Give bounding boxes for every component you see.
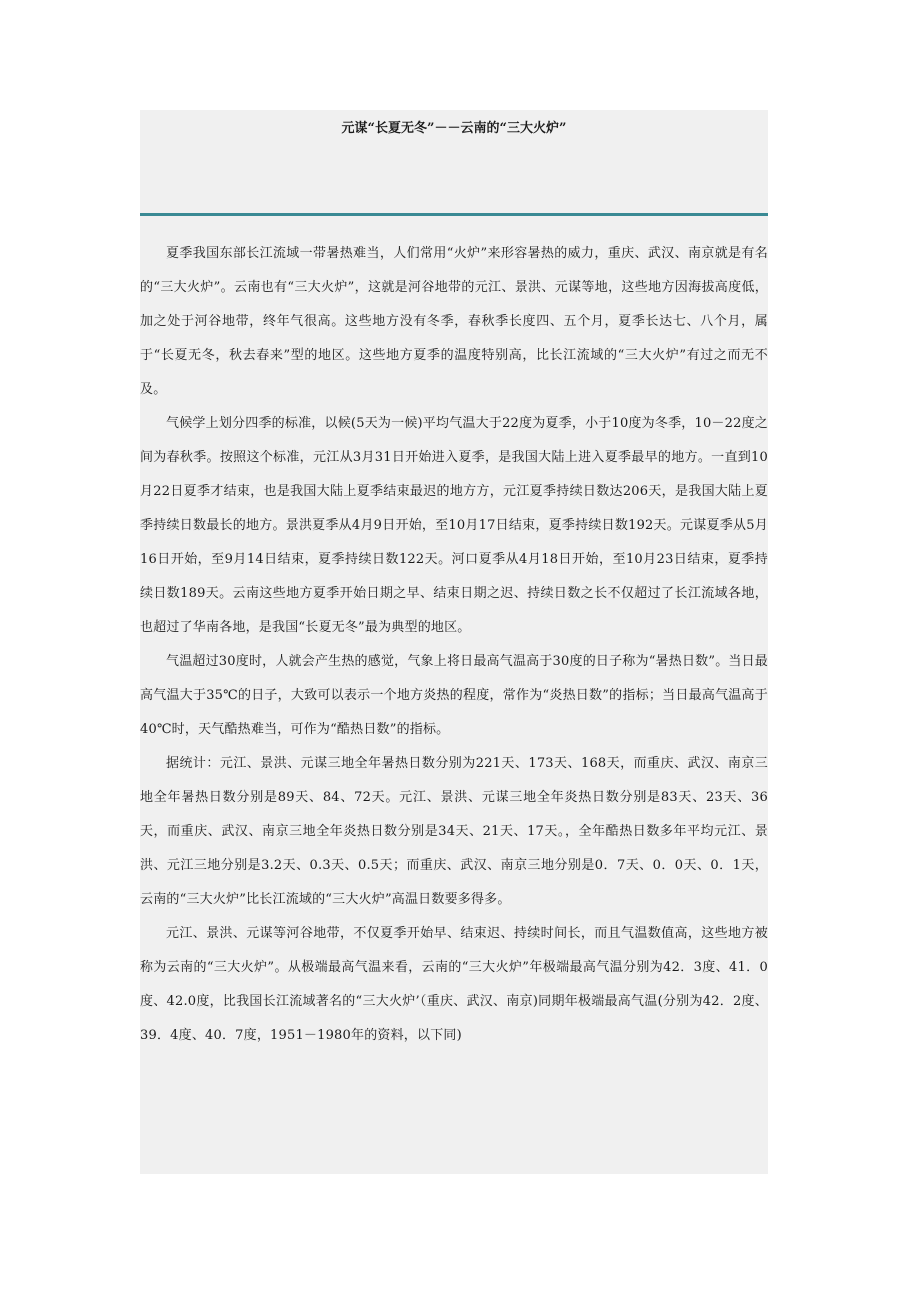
paragraph-extreme-temperatures: 元江、景洪、元谋等河谷地带，不仅夏季开始早、结束迟、持续时间长，而且气温数值高，这些地方被称为云南的“三大火炉”。从极端最高气温来看，云南的“三大火炉”年极端最高气温分别为42．3度、41．0度、42.0度，比我国长江流域著名的“三大火炉’（重庆、武汉、南京)同期年极端最高气温(分别为42．2度、39．4度、40．7度，1951－1980年的资料，以下同) [140,926,768,1043]
paragraph-summer-furnaces: 夏季我国东部长江流域一带暑热难当，人们常用“火炉”来形容暑热的威力，重庆、武汉、南京就是有名的“三大火炉”。云南也有“三大火炉”，这就是河谷地带的元江、景洪、元谋等地，这些地方因海拔高度低，加之处于河谷地带，终年气很高。这些地方没有冬季，春秋季长度四、五个月，夏季长达七、八个月，属于“长夏无冬，秋去春来”型的地区。这些地方夏季的温度特别高，比长江流域的“三大火炉”有过之而无不及。 [140,246,768,397]
paragraph-statistics: 据统计：元江、景洪、元谋三地全年暑热日数分别为221天、173天、168天，而重庆、武汉、南京三地全年暑热日数分别是89天、84、72天。元江、景洪、元谋三地全年炎热日数分别是83天、23天、36天，而重庆、武汉、南京三地全年炎热日数分别是34天、21天、17天。，全年酷热日数多年平均元江、景洪、元江三地分别是3.2天、0.3天、0.5天；而重庆、武汉、南京三地分别是0．7天、0．0天、0．1天，云南的“三大火炉”比长江流域的“三大火炉”高温日数要多得多。 [140,756,768,907]
paragraph-season-standards: 气候学上划分四季的标准，以候(5天为一候)平均气温大于22度为夏季，小于10度为冬季，10－22度之间为春秋季。按照这个标准，元江从3月31日开始进入夏季，是我国大陆上进入夏季最早的地方。一直到10月22日夏季才结束，也是我国大陆上夏季结束最迟的地方方，元江夏季持续日数达206天，是我国大陆上夏季持续日数最长的地方。景洪夏季从4月9日开始，至10月17日结束，夏季持续日数192天。元谋夏季从5月16日开始，至9月14日结束，夏季持续日数122天。河口夏季从4月18日开始，至10月23日结束，夏季持续日数189天。云南这些地方夏季开始日期之早、结束日期之迟、持续日数之长不仅超过了长江流域各地，也超过了华南各地，是我国“长夏无冬”最为典型的地区。 [140,416,768,635]
article-title: 元谋“长夏无冬”－－云南的“三大火炉” [341,121,567,136]
paragraph-heat-definitions: 气温超过30度时，人就会产生热的感觉，气象上将日最高气温高于30度的日子称为“暑热日数”。当日最高气温大于35℃的日子，大致可以表示一个地方炎热的程度，常作为“炎热日数”的指标；当日最高气温高于40℃时，天气酷热难当，可作为“酷热日数”的指标。 [140,654,768,737]
title-divider [140,213,768,216]
article-body [140,237,768,1053]
document-page [140,110,768,1174]
